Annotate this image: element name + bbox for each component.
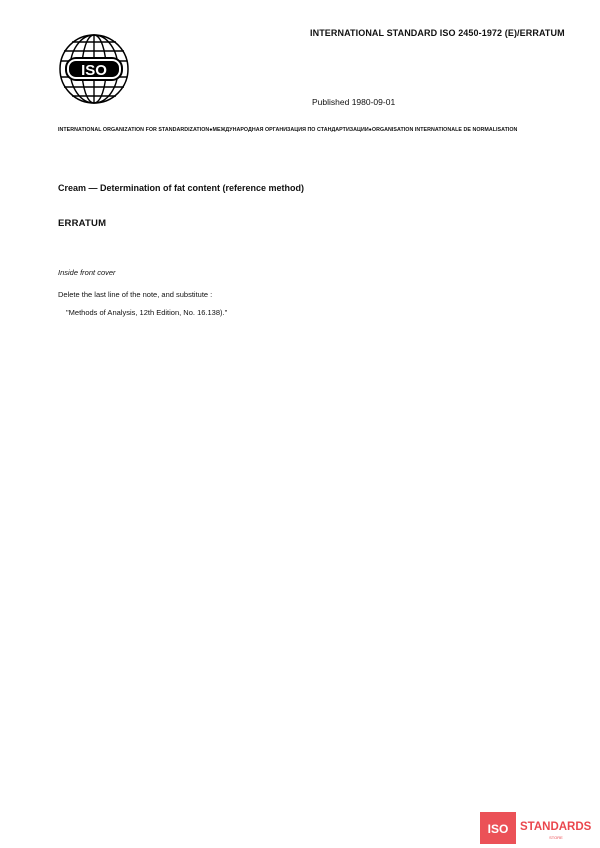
iso-logo-text: ISO — [81, 62, 107, 79]
iso-logo — [58, 33, 130, 105]
erratum-instruction: Delete the last line of the note, and substitute : — [58, 290, 213, 299]
erratum-replacement: "Methods of Analysis, 12th Edition, No. 16.138)." — [66, 308, 228, 317]
standard-title: INTERNATIONAL STANDARD ISO 2450-1972 (E)/ERRATUM — [310, 28, 565, 38]
standards-store-watermark — [480, 812, 592, 844]
organization-line: INTERNATIONAL ORGANIZATION FOR STANDARDIZATION●МЕЖДУНАРОДНАЯ ОРГАНИЗАЦИЯ ПО СТАНДАРТИЗАЦИИ●ORGANISATION INTERNATIONALE DE NORMALISATION — [58, 127, 518, 133]
document-title: Cream — Determination of fat content (reference method) — [58, 183, 305, 193]
watermark-brand-text: STANDARDS — [520, 821, 592, 833]
watermark-sub-text: STORE — [549, 835, 563, 840]
published-date: Published 1980-09-01 — [312, 97, 396, 107]
erratum-location: Inside front cover — [58, 268, 116, 277]
document-subtitle: ERRATUM — [58, 218, 107, 229]
watermark-badge-text: ISO — [487, 822, 509, 836]
